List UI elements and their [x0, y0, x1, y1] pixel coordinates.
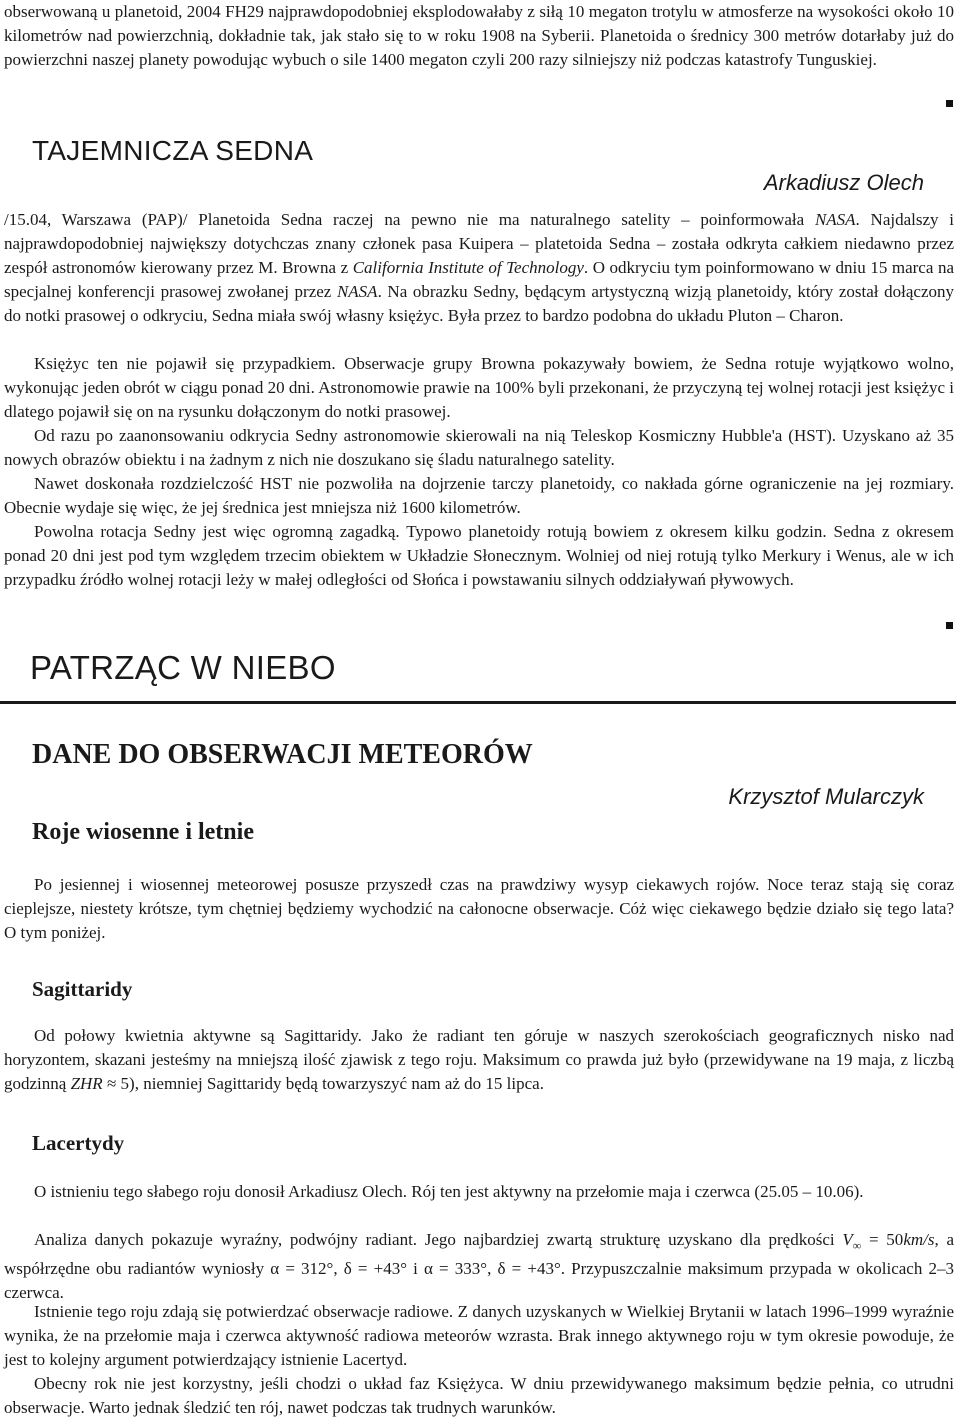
intro-paragraph: obserwowaną u planetoid, 2004 FH29 najprawdopodobniej eksplodowałaby z siłą 10 megaton trotylu w atmosferze na wysokości około 10 kilometrów nad powierzchnią, dokładnie tak, jak stało się to w roku 1908 na Syberii. Planetoida o średnicy 300 metrów dotarłaby już do powierzchni naszej planety powodując wybuch o sile 1400 megaton czyli 200 razy silniejszy niż podczas katastrofy Tunguskiej. [4, 2, 954, 69]
text-span: = 50 [861, 1230, 904, 1249]
text-span: , a współrzędne obu radiantów wyniosły α = 312°, δ = +43° i α = 333°, δ = +43°. Przypuszczalnie maksimum przypada w okolicach 2–3 czerwca. [4, 1230, 955, 1303]
lacertydy-paragraph-2 [4, 1228, 954, 1305]
article-title-sedna: TAJEMNICZA SEDNA [32, 135, 314, 166]
text-span: km/s [903, 1230, 935, 1249]
lacertydy-paragraph-1: O istnieniu tego słabego roju donosił Arkadiusz Olech. Rój ten jest aktywny na przełomie maja i czerwca (25.05 – 10.06). [34, 1182, 864, 1201]
heading-sagittaridy: Sagittaridy [32, 977, 133, 1001]
heading-lacertydy: Lacertydy [32, 1131, 125, 1155]
text-span: California Institute of Technology [352, 258, 584, 277]
section-title: PATRZĄC W NIEBO [30, 649, 336, 686]
article-end-mark [946, 100, 953, 107]
text-span: ≈ 5), niemniej Sagittaridy będą towarzyszyć nam aż do 15 lipca. [102, 1074, 544, 1093]
sedna-paragraph-1 [4, 208, 954, 328]
sedna-paragraph-5: Powolna rotacja Sedny jest więc ogromną zagadką. Typowo planetoidy rotują bowiem z okresem kilku godzin. Sedna z okresem ponad 20 dni jest pod tym względem trzecim obiektem w Układzie Słonecznym. Wolniej od niej rotują tylko Merkury i Wenus, ale w ich przypadku źródło wolnej rotacji leży w małej odległości od Słońca i powstawaniu silnych oddziaływań pływowych. [4, 522, 954, 589]
sagittaridy-paragraph [4, 1024, 954, 1096]
text-span: /15.04, Warszawa (PAP)/ Planetoida Sedna raczej na pewno nie ma naturalnego satelity – poinformowała [4, 210, 815, 229]
lacertydy-paragraph-3: Istnienie tego roju zdają się potwierdzać obserwacje radiowe. Z danych uzyskanych w Wielkiej Brytanii w latach 1996–1999 wyraźnie wynika, że na przełomie maja i czerwca aktywność radiowa meteorów wzrasta. Brak innego aktywnego roju w tym okresie powoduje, że jest to kolejny argument potwierdzający istnienie Lacertyd. [4, 1302, 954, 1369]
article-subtitle: Roje wiosenne i letnie [32, 819, 254, 845]
sedna-paragraph-3: Od razu po zaanonsowaniu odkrycia Sedny astronomowie skierowali na nią Teleskop Kosmiczny Hubble'a (HST). Uzyskano aż 35 nowych obrazów obiektu i na żadnym z nich nie doszukano się śladu naturalnego satelity. [4, 426, 954, 469]
text-span: ∞ [852, 1238, 862, 1253]
text-span: NASA [814, 210, 856, 229]
lacertydy-paragraph-4: Obecny rok nie jest korzystny, jeśli chodzi o układ faz Księżyca. W dniu przewidywanego maksimum będzie pełnia, co utrudni obserwacje. Warto jednak śledzić ten rój, nawet podczas tak trudnych warunków. [4, 1374, 954, 1417]
article-title-meteors: DANE DO OBSERWACJI METEORÓW [32, 739, 533, 770]
text-span: V [842, 1230, 853, 1249]
text-span: Od połowy kwietnia aktywne są Sagittaridy. Jako że radiant ten góruje w naszych szerokościach geograficznych nisko nad horyzontem, skazani jesteśmy na mniejszą ilość zjawisk z tego roju. Maksimum co prawda już było (przewidywane na 19 maja, z liczbą godzinną [4, 1026, 954, 1093]
text-span: . Najdalszy i najprawdopodobniej największy dotychczas znany członek pasa Kuipera – platetoida Sedna – została odkryta całkiem niedawno przez zespół astronomów kierowany przez M. Browna z [4, 210, 954, 277]
article-end-mark [946, 622, 953, 629]
sedna-paragraph-2: Księżyc ten nie pojawił się przypadkiem. Obserwacje grupy Browna pokazywały bowiem, że Sedna rotuje wyjątkowo wolno, wykonując jeden obrót w ciągu ponad 20 dni. Astronomowie prawie na 100% byli przekonani, że przyczyną tej wolnej rotacji jest księżyc i dlatego pojawił się on na rysunku dołączonym do notki prasowej. [4, 354, 954, 421]
author-meteors: Krzysztof Mularczyk [728, 784, 924, 809]
text-span: . Na obrazku Sedny, będącym artystyczną wizją planetoidy, który został dołączony do notki prasowej o odkryciu, Sedna miała swój własny księżyc. Była przez to bardzo podobna do układu Pluton – Charon. [4, 282, 954, 325]
text-span: Analiza danych pokazuje wyraźny, podwójny radiant. Jego najbardziej zwartą strukturę uzyskano dla prędkości [34, 1230, 843, 1249]
author-sedna: Arkadiusz Olech [763, 170, 924, 195]
meteors-intro: Po jesiennej i wiosennej meteorowej posusze przyszedł czas na prawdziwy wysyp ciekawych rojów. Noce teraz stają się coraz cieplejsze, niestety krótsze, tym chętniej będziemy wychodzić na całonocne obserwacje. Cóż więc ciekawego będzie działo się tego lata? O tym poniżej. [4, 875, 954, 942]
text-span: NASA [336, 282, 378, 301]
section-divider [0, 701, 956, 704]
sedna-paragraph-4: Nawet doskonała rozdzielczość HST nie pozwoliła na dojrzenie tarczy planetoidy, co nakłada górne ograniczenie na jej rozmiary. Obecnie wydaje się więc, że jej średnica jest mniejsza niż 1600 kilometrów. [4, 474, 954, 517]
text-span: ZHR [70, 1074, 103, 1093]
text-span: . O odkryciu tym poinformowano w dniu 15 marca na specjalnej konferencji prasowej zwołanej przez [4, 258, 954, 301]
